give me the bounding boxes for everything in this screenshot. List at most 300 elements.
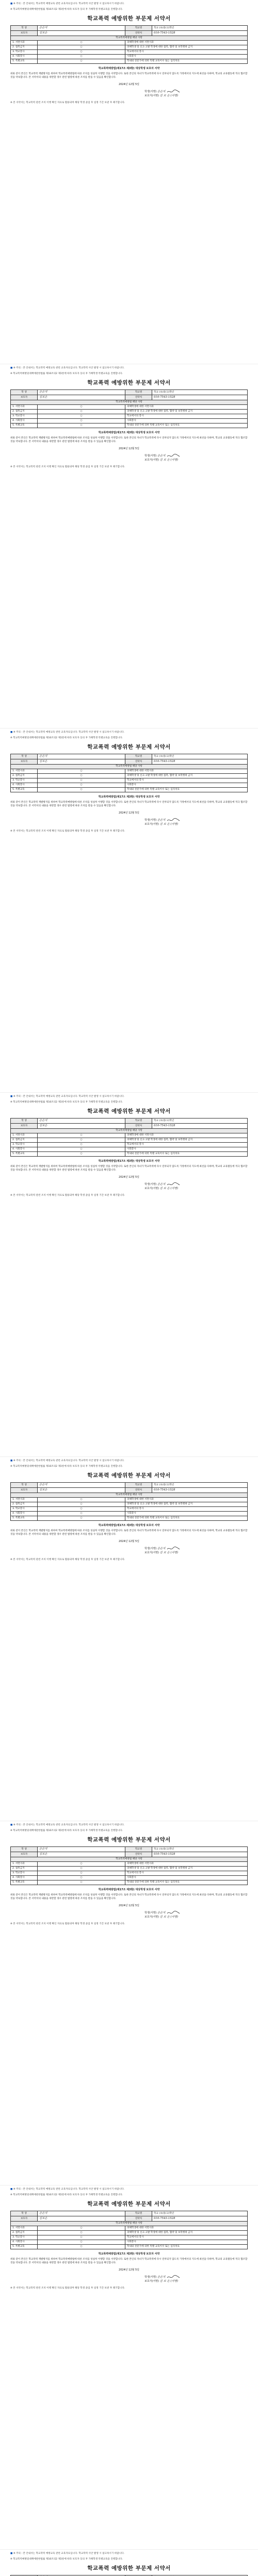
- student-label: 학 생: [11, 1118, 38, 1124]
- check-row-note: 학내외 전문가에 의한 특별 교육이수 또는 심리치료: [125, 1516, 248, 1521]
- check-row-mark: ○: [38, 1507, 125, 1512]
- rule-heading: 학교폭력예방법(제17조 제3항) 대상학생 보호자 서약: [98, 1524, 160, 1527]
- guardian-sign-line: 보호자(서명) 김 로 은 (서명): [144, 1551, 179, 1554]
- contact-label: 연락처: [125, 1488, 152, 1493]
- contact-cell: [152, 759, 248, 765]
- signature-block: [144, 2275, 248, 2283]
- student-signature: 손은지: [157, 819, 166, 822]
- check-row-note: 학교에서의 봉사: [125, 1507, 248, 1512]
- school-label: 학교명: [125, 1118, 152, 1124]
- check-row-note: 피해학생에 대한 서면사과: [125, 1862, 248, 1867]
- check-row-label: 5. 특별교육: [11, 1516, 38, 1521]
- guardian-sign-line: 보호자(서명) 김 로 은 (서명): [144, 823, 179, 826]
- student-signature: 손은지: [157, 1183, 166, 1186]
- check-row: [11, 774, 248, 778]
- pledge-body: 위와 같이 본인은 학교폭력 재발방지를 위하여 학교폭력예방법에 따른 조치를 성실히 이행할 것을 서약합니다. 또한 본인의 자녀가 학교폭력에 다시 연루되지 않도록 가정에서의 지도에 최선을 다하며, 학교의 교육활동에 적극 협조할 것을 약속합니다. 본 서약서의 내용을 위반할 경우 관련 법령에 따른 조치를 받을 수 있음을 확인합니다.: [10, 1530, 248, 1536]
- check-row: [11, 783, 248, 788]
- check-row-label: 1. 서면사과: [11, 2226, 38, 2231]
- check-row: [11, 41, 248, 45]
- top-note-1: ■ ※ 주의 : 본 안내서는 학교폭력 예방교육 관련 교육자료입니다. 학교폭력 사안 발생 시 참고하시기 바랍니다.: [10, 1460, 124, 1462]
- pledge-date: 2024년 12월 5일: [119, 1904, 139, 1907]
- check-row-label: 2. 접촉금지: [11, 774, 38, 778]
- check-row-mark: ○: [38, 778, 125, 783]
- check-row-label: 5. 특별교육: [11, 423, 38, 428]
- check-row-label: 1. 서면사과: [11, 1862, 38, 1867]
- contact-value: 010-7543-1528: [154, 1488, 175, 1492]
- check-row: [11, 769, 248, 774]
- footer-note: ※ 본 서약서는 학교폭력 관련 조치 이행 확인 자료로 활용되며 해당 학생 졸업 후 일정 기간 보관 후 폐기합니다.: [10, 101, 125, 104]
- check-row-label: 2. 접촉금지: [11, 1502, 38, 1507]
- check-row: [11, 410, 248, 414]
- check-row-label: 2. 접촉금지: [11, 2231, 38, 2235]
- check-row: [11, 2245, 248, 2249]
- rule-heading: 학교폭력예방법(제17조 제3항) 대상학생 보호자 서약: [98, 431, 160, 434]
- guardian-name: 김로은: [39, 2217, 47, 2220]
- student-signature-scribble: [166, 89, 181, 94]
- check-row-note: 학내외 전문가에 의한 특별 교육이수 또는 심리치료: [125, 1880, 248, 1885]
- check-row: [11, 1152, 248, 1157]
- check-row-label: 3. 학교봉사: [11, 1507, 38, 1512]
- student-name: 손은지: [39, 2212, 47, 2215]
- check-row-note: 학교에서의 봉사: [125, 2235, 248, 2240]
- check-row-note: 학내외 전문가에 의한 특별 교육이수 또는 심리치료: [125, 2245, 248, 2249]
- guardian-label: 보호자: [11, 1124, 38, 1129]
- checks-header: 학교폭력예방법 해당 사항: [11, 765, 248, 769]
- student-sign-line: 학생(서명) 손은지: [144, 1910, 248, 1915]
- check-row-note: 학교에서의 봉사: [125, 1871, 248, 1876]
- top-note-1: ■ ※ 주의 : 본 안내서는 학교폭력 예방교육 관련 교육자료입니다. 학교폭력 사안 발생 시 참고하시기 바랍니다.: [10, 3, 124, 5]
- check-row: [11, 1507, 248, 1512]
- check-row-note: 피해학생 및 신고·고발 학생에 대한 접촉, 협박 및 보복행위 금지: [125, 45, 248, 50]
- check-row: [11, 1143, 248, 1147]
- student-sign-line: 학생(서명) 손은지: [144, 1546, 248, 1551]
- form-title: 학교폭력 예방위한 부문제 서약서: [87, 380, 171, 386]
- signature-block: [144, 89, 248, 98]
- school-label: 학교명: [125, 26, 152, 31]
- check-row-mark: ○: [38, 769, 125, 774]
- student-name-cell: [38, 1847, 125, 1852]
- check-row-note: 학내외 전문가에 의한 특별 교육이수 또는 심리치료: [125, 1152, 248, 1157]
- school-label: 학교명: [125, 2211, 152, 2216]
- check-row-mark: ○: [38, 2245, 125, 2249]
- checks-header: 학교폭력예방법 해당 사항: [11, 1129, 248, 1133]
- top-note-1: ■ ※ 주의 : 본 안내서는 학교폭력 예방교육 관련 교육자료입니다. 학교폭력 사안 발생 시 참고하시기 바랍니다.: [10, 2188, 124, 2191]
- check-row-label: 3. 학교봉사: [11, 50, 38, 55]
- check-row-note: 사회봉사: [125, 1876, 248, 1880]
- check-row-label: 1. 서면사과: [11, 41, 38, 45]
- contact-value: 010-7543-1528: [154, 396, 175, 399]
- check-row: [11, 1502, 248, 1507]
- school-value: 학교 (초/중/고)학년: [152, 390, 248, 395]
- check-row: [11, 1871, 248, 1876]
- guardian-sign-line: 보호자(서명) 김 로 은 (서명): [144, 1916, 179, 1919]
- check-row-note: 피해학생에 대한 서면사과: [125, 2226, 248, 2231]
- check-row-mark: ○: [38, 1147, 125, 1152]
- top-note-2: ※ 학교폭력예방및대책에관한법률 제16조의2 제1항에 따라 보호자 동의 후 가해학생 특별교육을 진행합니다.: [10, 1465, 123, 1468]
- rule-heading: 학교폭력예방법(제17조 제3항) 대상학생 보호자 서약: [98, 1888, 160, 1891]
- footer-note: ※ 본 서약서는 학교폭력 관련 조치 이행 확인 자료로 활용되며 해당 학생 졸업 후 일정 기간 보관 후 폐기합니다.: [10, 1923, 125, 1925]
- info-table: [10, 2211, 248, 2249]
- check-row-label: 1. 서면사과: [11, 769, 38, 774]
- check-row-note: 피해학생 및 신고·고발 학생에 대한 접촉, 협박 및 보복행위 금지: [125, 774, 248, 778]
- form-title: 학교폭력 예방위한 부문제 서약서: [87, 1837, 171, 1843]
- check-row-note: 피해학생 및 신고·고발 학생에 대한 접촉, 협박 및 보복행위 금지: [125, 1502, 248, 1507]
- guardian-name-cell: [38, 759, 125, 765]
- student-name-cell: [38, 754, 125, 759]
- check-row-mark: ○: [38, 405, 125, 410]
- rule-heading: 학교폭력예방법(제17조 제3항) 대상학생 보호자 서약: [98, 1160, 160, 1163]
- check-row: [11, 423, 248, 428]
- guardian-signature: 김 로 은 (서명): [159, 1551, 179, 1554]
- form-page: [0, 728, 258, 1093]
- check-row-mark: ○: [38, 783, 125, 788]
- guardian-signature: 김 로 은 (서명): [159, 2280, 179, 2283]
- form-title: 학교폭력 예방위한 부문제 서약서: [87, 1472, 171, 1479]
- form-page: [0, 364, 258, 728]
- pledge-body: 위와 같이 본인은 학교폭력 재발방지를 위하여 학교폭력예방법에 따른 조치를 성실히 이행할 것을 서약합니다. 또한 본인의 자녀가 학교폭력에 다시 연루되지 않도록 가정에서의 지도에 최선을 다하며, 학교의 교육활동에 적극 협조할 것을 약속합니다. 본 서약서의 내용을 위반할 경우 관련 법령에 따른 조치를 받을 수 있음을 확인합니다.: [10, 801, 248, 807]
- guardian-sign-line: 보호자(서명) 김 로 은 (서명): [144, 94, 179, 97]
- check-row-mark: ○: [38, 774, 125, 778]
- check-row-label: 5. 특별교육: [11, 59, 38, 64]
- signature-block: [144, 1910, 248, 1919]
- check-row-label: 2. 접촉금지: [11, 1867, 38, 1871]
- check-row-note: 피해학생 및 신고·고발 학생에 대한 접촉, 협박 및 보복행위 금지: [125, 1867, 248, 1871]
- contact-label: 연락처: [125, 759, 152, 765]
- check-row-label: 3. 학교봉사: [11, 778, 38, 783]
- contact-label: 연락처: [125, 1124, 152, 1129]
- check-row-label: 3. 학교봉사: [11, 1143, 38, 1147]
- check-row-label: 2. 접촉금지: [11, 1138, 38, 1143]
- check-row-mark: ○: [38, 1143, 125, 1147]
- pledge-date: 2024년 12월 5일: [119, 1176, 139, 1179]
- check-row-note: 피해학생 및 신고·고발 학생에 대한 접촉, 협박 및 보복행위 금지: [125, 410, 248, 414]
- check-row-mark: ○: [38, 1512, 125, 1516]
- check-row-label: 4. 사회봉사: [11, 419, 38, 423]
- pledge-body: 위와 같이 본인은 학교폭력 재발방지를 위하여 학교폭력예방법에 따른 조치를 성실히 이행할 것을 서약합니다. 또한 본인의 자녀가 학교폭력에 다시 연루되지 않도록 가정에서의 지도에 최선을 다하며, 학교의 교육활동에 적극 협조할 것을 약속합니다. 본 서약서의 내용을 위반할 경우 관련 법령에 따른 조치를 받을 수 있음을 확인합니다.: [10, 437, 248, 443]
- rule-heading: 학교폭력예방법(제17조 제3항) 대상학생 보호자 서약: [98, 67, 160, 70]
- info-table: [10, 1118, 248, 1157]
- form-page: [0, 2185, 258, 2550]
- info-table: [10, 389, 248, 428]
- form-page: [0, 1093, 258, 1457]
- signature-block: [144, 1182, 248, 1191]
- check-row: [11, 2235, 248, 2240]
- check-row: [11, 1138, 248, 1143]
- student-label: 학 생: [11, 390, 38, 395]
- check-row-label: 5. 특별교육: [11, 1152, 38, 1157]
- check-row-note: 사회봉사: [125, 1512, 248, 1516]
- check-row-note: 피해학생에 대한 서면사과: [125, 769, 248, 774]
- footer-note: ※ 본 서약서는 학교폭력 관련 조치 이행 확인 자료로 활용되며 해당 학생 졸업 후 일정 기간 보관 후 폐기합니다.: [10, 466, 125, 468]
- check-row-label: 1. 서면사과: [11, 405, 38, 410]
- top-note-2: ※ 학교폭력예방및대책에관한법률 제16조의2 제1항에 따라 보호자 동의 후 가해학생 특별교육을 진행합니다.: [10, 8, 123, 11]
- student-signature-scribble: [166, 1546, 181, 1551]
- student-name-cell: [38, 390, 125, 395]
- guardian-sign-line: 보호자(서명) 김 로 은 (서명): [144, 459, 179, 462]
- student-sign-line: 학생(서명) 손은지: [144, 1182, 248, 1187]
- rule-heading: 학교폭력예방법(제17조 제3항) 대상학생 보호자 서약: [98, 2252, 160, 2256]
- pledge-body: 위와 같이 본인은 학교폭력 재발방지를 위하여 학교폭력예방법에 따른 조치를 성실히 이행할 것을 서약합니다. 또한 본인의 자녀가 학교폭력에 다시 연루되지 않도록 가정에서의 지도에 최선을 다하며, 학교의 교육활동에 적극 협조할 것을 약속합니다. 본 서약서의 내용을 위반할 경우 관련 법령에 따른 조치를 받을 수 있음을 확인합니다.: [10, 1165, 248, 1172]
- footer-note: ※ 본 서약서는 학교폭력 관련 조치 이행 확인 자료로 활용되며 해당 학생 졸업 후 일정 기간 보관 후 폐기합니다.: [10, 1194, 125, 1197]
- form-page: [0, 0, 258, 364]
- checks-header: 학교폭력예방법 해당 사항: [11, 36, 248, 41]
- student-name-cell: [38, 2211, 125, 2216]
- check-row-label: 2. 접촉금지: [11, 410, 38, 414]
- check-row-note: 학교에서의 봉사: [125, 50, 248, 55]
- top-note-1: ■ ※ 주의 : 본 안내서는 학교폭력 예방교육 관련 교육자료입니다. 학교폭력 사안 발생 시 참고하시기 바랍니다.: [10, 1824, 124, 1826]
- student-name-cell: [38, 26, 125, 31]
- guardian-label: 보호자: [11, 759, 38, 765]
- check-row-note: 학내외 전문가에 의한 특별 교육이수 또는 심리치료: [125, 59, 248, 64]
- contact-cell: [152, 1124, 248, 1129]
- check-row-note: 학내외 전문가에 의한 특별 교육이수 또는 심리치료: [125, 423, 248, 428]
- contact-cell: [152, 395, 248, 400]
- guardian-name-cell: [38, 31, 125, 36]
- check-row-label: 3. 학교봉사: [11, 1871, 38, 1876]
- school-label: 학교명: [125, 390, 152, 395]
- guardian-sign-line: 보호자(서명) 김 로 은 (서명): [144, 2280, 179, 2283]
- check-row-label: 3. 학교봉사: [11, 2235, 38, 2240]
- guardian-name-cell: [38, 2216, 125, 2222]
- student-signature: 손은지: [157, 454, 166, 457]
- check-row-label: 1. 서면사과: [11, 1133, 38, 1138]
- check-row: [11, 414, 248, 419]
- check-row: [11, 778, 248, 783]
- info-table: [10, 25, 248, 64]
- student-signature: 손은지: [157, 90, 166, 93]
- check-row-note: 사회봉사: [125, 1147, 248, 1152]
- check-row-mark: ○: [38, 419, 125, 423]
- check-row-mark: ○: [38, 55, 125, 59]
- form-page: [0, 1821, 258, 2185]
- check-row-label: 3. 학교봉사: [11, 414, 38, 419]
- checks-header: 학교폭력예방법 해당 사항: [11, 1493, 248, 1498]
- rule-heading: 학교폭력예방법(제17조 제3항) 대상학생 보호자 서약: [98, 795, 160, 799]
- check-row-mark: ○: [38, 1138, 125, 1143]
- top-note-2: ※ 학교폭력예방및대책에관한법률 제16조의2 제1항에 따라 보호자 동의 후 가해학생 특별교육을 진행합니다.: [10, 372, 123, 375]
- school-value: 학교 (초/중/고)학년: [152, 26, 248, 31]
- student-sign-line: 학생(서명) 손은지: [144, 818, 248, 822]
- check-row-note: 학교에서의 봉사: [125, 1143, 248, 1147]
- student-label: 학 생: [11, 1483, 38, 1488]
- check-row-mark: ○: [38, 1867, 125, 1871]
- check-row-mark: ○: [38, 1498, 125, 1502]
- check-row-note: 피해학생 및 신고·고발 학생에 대한 접촉, 협박 및 보복행위 금지: [125, 1138, 248, 1143]
- footer-note: ※ 본 서약서는 학교폭력 관련 조치 이행 확인 자료로 활용되며 해당 학생 졸업 후 일정 기간 보관 후 폐기합니다.: [10, 830, 125, 833]
- check-row-note: 사회봉사: [125, 55, 248, 59]
- check-row-note: 피해학생 및 신고·고발 학생에 대한 접촉, 협박 및 보복행위 금지: [125, 2231, 248, 2235]
- check-row: [11, 1516, 248, 1521]
- form-title: 학교폭력 예방위한 부문제 서약서: [87, 2201, 171, 2207]
- check-row-note: 사회봉사: [125, 2240, 248, 2245]
- check-row-mark: ○: [38, 2235, 125, 2240]
- pledge-date: 2024년 12월 5일: [119, 447, 139, 450]
- check-row-note: 사회봉사: [125, 783, 248, 788]
- check-row: [11, 2231, 248, 2235]
- check-row-label: 5. 특별교육: [11, 1880, 38, 1885]
- check-row-mark: ○: [38, 1502, 125, 1507]
- school-value: 학교 (초/중/고)학년: [152, 1118, 248, 1124]
- check-row-note: 피해학생에 대한 서면사과: [125, 41, 248, 45]
- guardian-name: 김로은: [39, 1488, 47, 1492]
- top-note-2: ※ 학교폭력예방및대책에관한법률 제16조의2 제1항에 따라 보호자 동의 후 가해학생 특별교육을 진행합니다.: [10, 1829, 123, 1832]
- check-row-note: 피해학생에 대한 서면사과: [125, 405, 248, 410]
- signature-block: [144, 818, 248, 826]
- pledge-body: 위와 같이 본인은 학교폭력 재발방지를 위하여 학교폭력예방법에 따른 조치를 성실히 이행할 것을 서약합니다. 또한 본인의 자녀가 학교폭력에 다시 연루되지 않도록 가정에서의 지도에 최선을 다하며, 학교의 교육활동에 적극 협조할 것을 약속합니다. 본 서약서의 내용을 위반할 경우 관련 법령에 따른 조치를 받을 수 있음을 확인합니다.: [10, 73, 248, 79]
- guardian-signature: 김 로 은 (서명): [159, 1916, 179, 1919]
- footer-note: ※ 본 서약서는 학교폭력 관련 조치 이행 확인 자료로 활용되며 해당 학생 졸업 후 일정 기간 보관 후 폐기합니다.: [10, 1558, 125, 1561]
- info-table: [10, 754, 248, 792]
- school-label: 학교명: [125, 1483, 152, 1488]
- student-name: 손은지: [39, 1119, 47, 1122]
- check-row: [11, 1133, 248, 1138]
- check-row-mark: ○: [38, 2240, 125, 2245]
- check-row: [11, 50, 248, 55]
- student-sign-line: 학생(서명) 손은지: [144, 2275, 248, 2279]
- guardian-name: 김로은: [39, 396, 47, 399]
- check-row: [11, 2226, 248, 2231]
- check-row-label: 5. 특별교육: [11, 788, 38, 792]
- check-row: [11, 788, 248, 792]
- check-row-mark: ○: [38, 1862, 125, 1867]
- check-row-mark: ○: [38, 2226, 125, 2231]
- student-label: 학 생: [11, 1847, 38, 1852]
- student-label: 학 생: [11, 754, 38, 759]
- check-row-mark: ○: [38, 788, 125, 792]
- pledge-date: 2024년 12월 5일: [119, 2268, 139, 2272]
- form-page: [0, 2550, 258, 2576]
- contact-label: 연락처: [125, 395, 152, 400]
- student-label: 학 생: [11, 2211, 38, 2216]
- check-row: [11, 59, 248, 64]
- info-table: [10, 1482, 248, 1521]
- contact-cell: [152, 31, 248, 36]
- student-signature: 손은지: [157, 1547, 166, 1550]
- student-name: 손은지: [39, 1848, 47, 1851]
- pledge-date: 2024년 12월 5일: [119, 1540, 139, 1543]
- contact-value: 010-7543-1528: [154, 2217, 175, 2220]
- top-note-2: ※ 학교폭력예방및대책에관한법률 제16조의2 제1항에 따라 보호자 동의 후 가해학생 특별교육을 진행합니다.: [10, 2558, 123, 2561]
- guardian-name: 김로은: [39, 760, 47, 763]
- student-name: 손은지: [39, 1483, 47, 1486]
- check-row-mark: ○: [38, 41, 125, 45]
- check-row: [11, 405, 248, 410]
- check-row-note: 사회봉사: [125, 419, 248, 423]
- student-name-cell: [38, 1483, 125, 1488]
- top-note-1: ■ ※ 주의 : 본 안내서는 학교폭력 예방교육 관련 교육자료입니다. 학교폭력 사안 발생 시 참고하시기 바랍니다.: [10, 2552, 124, 2555]
- check-row-mark: ○: [38, 1516, 125, 1521]
- check-row-label: 4. 사회봉사: [11, 783, 38, 788]
- contact-value: 010-7543-1528: [154, 1124, 175, 1127]
- school-value: 학교 (초/중/고)학년: [152, 2211, 248, 2216]
- student-signature-scribble: [166, 818, 181, 822]
- guardian-signature: 김 로 은 (서명): [159, 459, 179, 462]
- guardian-label: 보호자: [11, 2216, 38, 2222]
- guardian-signature: 김 로 은 (서명): [159, 94, 179, 97]
- check-row-label: 2. 접촉금지: [11, 45, 38, 50]
- student-name: 손은지: [39, 26, 47, 29]
- contact-value: 010-7543-1528: [154, 31, 175, 35]
- pledge-date: 2024년 12월 5일: [119, 811, 139, 815]
- check-row-mark: ○: [38, 1152, 125, 1157]
- guardian-label: 보호자: [11, 395, 38, 400]
- check-row-label: 5. 특별교육: [11, 2245, 38, 2249]
- check-row: [11, 1880, 248, 1885]
- check-row-note: 피해학생에 대한 서면사과: [125, 1133, 248, 1138]
- check-row: [11, 419, 248, 423]
- guardian-signature: 김 로 은 (서명): [159, 823, 179, 826]
- check-row-label: 1. 서면사과: [11, 1498, 38, 1502]
- check-row-label: 4. 사회봉사: [11, 1876, 38, 1880]
- footer-note: ※ 본 서약서는 학교폭력 관련 조치 이행 확인 자료로 활용되며 해당 학생 졸업 후 일정 기간 보관 후 폐기합니다.: [10, 2287, 125, 2290]
- pledge-body: 위와 같이 본인은 학교폭력 재발방지를 위하여 학교폭력예방법에 따른 조치를 성실히 이행할 것을 서약합니다. 또한 본인의 자녀가 학교폭력에 다시 연루되지 않도록 가정에서의 지도에 최선을 다하며, 학교의 교육활동에 적극 협조할 것을 약속합니다. 본 서약서의 내용을 위반할 경우 관련 법령에 따른 조치를 받을 수 있음을 확인합니다.: [10, 1894, 248, 1900]
- contact-cell: [152, 2216, 248, 2222]
- check-row-mark: ○: [38, 2231, 125, 2235]
- check-row: [11, 1498, 248, 1502]
- pledge-date: 2024년 12월 5일: [119, 83, 139, 86]
- student-name-cell: [38, 1118, 125, 1124]
- checks-header: 학교폭력예방법 해당 사항: [11, 400, 248, 405]
- signature-block: [144, 1546, 248, 1555]
- school-value: 학교 (초/중/고)학년: [152, 1483, 248, 1488]
- contact-cell: [152, 1488, 248, 1493]
- school-label: 학교명: [125, 754, 152, 759]
- contact-label: 연락처: [125, 1852, 152, 1857]
- guardian-signature: 김 로 은 (서명): [159, 1187, 179, 1190]
- check-row-label: 4. 사회봉사: [11, 1512, 38, 1516]
- check-row: [11, 1867, 248, 1871]
- pledge-body: 위와 같이 본인은 학교폭력 재발방지를 위하여 학교폭력예방법에 따른 조치를 성실히 이행할 것을 서약합니다. 또한 본인의 자녀가 학교폭력에 다시 연루되지 않도록 가정에서의 지도에 최선을 다하며, 학교의 교육활동에 적극 협조할 것을 약속합니다. 본 서약서의 내용을 위반할 경우 관련 법령에 따른 조치를 받을 수 있음을 확인합니다.: [10, 2258, 248, 2264]
- student-signature: 손은지: [157, 2276, 166, 2279]
- school-value: 학교 (초/중/고)학년: [152, 1847, 248, 1852]
- check-row-mark: ○: [38, 1880, 125, 1885]
- check-row: [11, 1147, 248, 1152]
- check-row: [11, 45, 248, 50]
- signature-block: [144, 453, 248, 462]
- student-signature: 손은지: [157, 1911, 166, 1914]
- guardian-name: 김로은: [39, 1124, 47, 1127]
- check-row-note: 피해학생에 대한 서면사과: [125, 1498, 248, 1502]
- student-name: 손은지: [39, 391, 47, 394]
- student-name: 손은지: [39, 755, 47, 758]
- form-title: 학교폭력 예방위한 부문제 서약서: [87, 1108, 171, 1114]
- guardian-name: 김로은: [39, 31, 47, 35]
- guardian-sign-line: 보호자(서명) 김 로 은 (서명): [144, 1187, 179, 1190]
- contact-cell: [152, 1852, 248, 1857]
- form-title: 학교폭력 예방위한 부문제 서약서: [87, 744, 171, 750]
- info-table: [10, 1846, 248, 1885]
- form-title: 학교폭력 예방위한 부문제 서약서: [87, 15, 171, 22]
- top-note-2: ※ 학교폭력예방및대책에관한법률 제16조의2 제1항에 따라 보호자 동의 후 가해학생 특별교육을 진행합니다.: [10, 2194, 123, 2196]
- contact-value: 010-7543-1528: [154, 760, 175, 763]
- contact-value: 010-7543-1528: [154, 1853, 175, 1856]
- school-label: 학교명: [125, 1847, 152, 1852]
- check-row-note: 학교에서의 봉사: [125, 414, 248, 419]
- top-note-1: ■ ※ 주의 : 본 안내서는 학교폭력 예방교육 관련 교육자료입니다. 학교폭력 사안 발생 시 참고하시기 바랍니다.: [10, 367, 124, 369]
- check-row: [11, 1512, 248, 1516]
- contact-label: 연락처: [125, 2216, 152, 2222]
- check-row-mark: ○: [38, 45, 125, 50]
- guardian-name-cell: [38, 1852, 125, 1857]
- student-signature-scribble: [166, 1182, 181, 1187]
- guardian-label: 보호자: [11, 1488, 38, 1493]
- check-row-mark: ○: [38, 50, 125, 55]
- check-row-label: 4. 사회봉사: [11, 1147, 38, 1152]
- check-row-mark: ○: [38, 410, 125, 414]
- contact-label: 연락처: [125, 31, 152, 36]
- student-signature-scribble: [166, 453, 181, 458]
- check-row-mark: ○: [38, 423, 125, 428]
